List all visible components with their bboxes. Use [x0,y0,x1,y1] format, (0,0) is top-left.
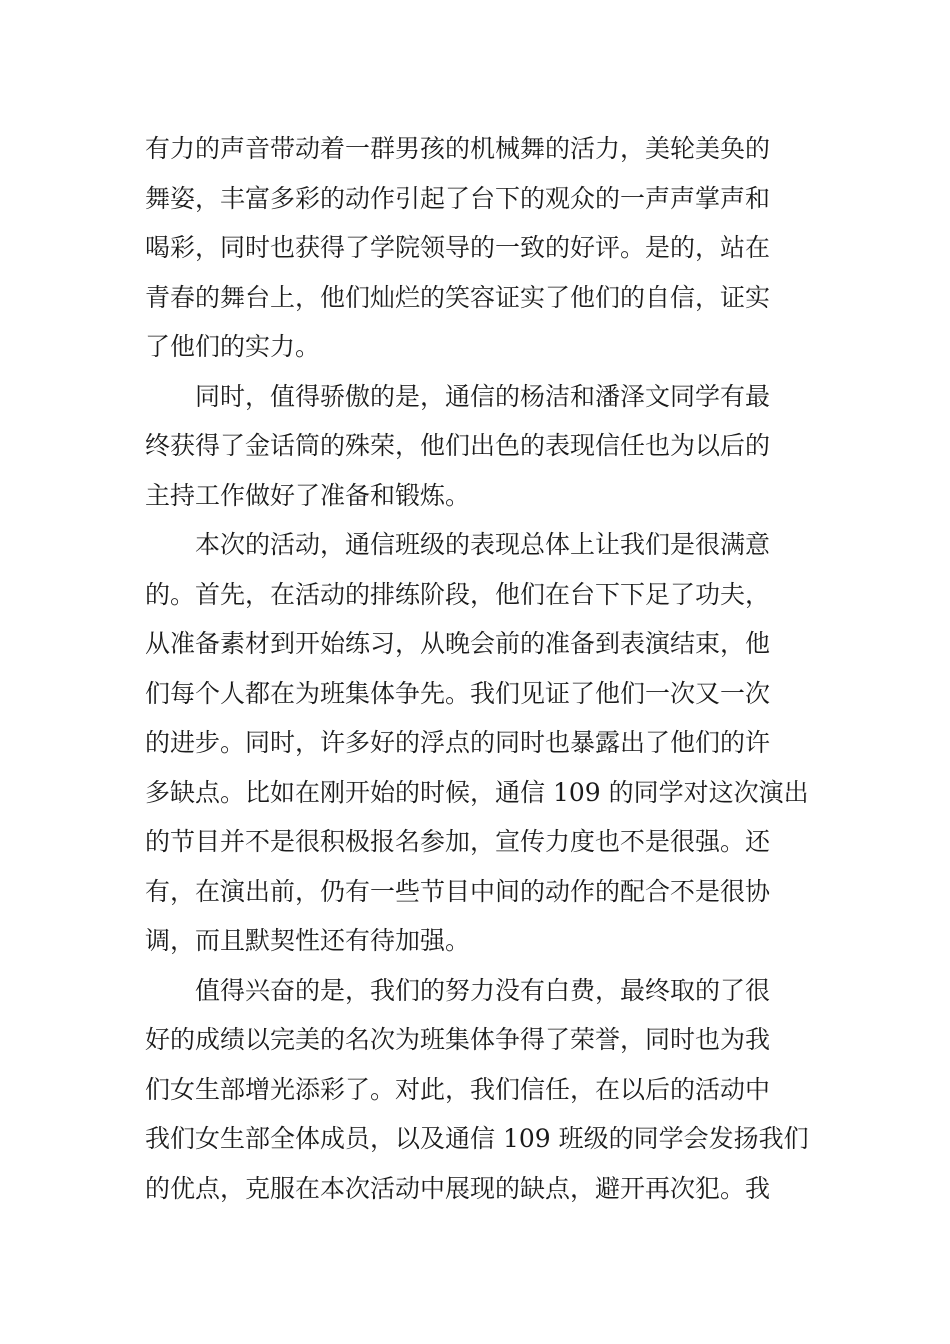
text-line: 的进步。同时，许多好的浮点的同时也暴露出了他们的许 [145,728,771,757]
text-line: 多缺点。比如在刚开始的时候，通信 109 的同学对这次演出 [145,777,809,807]
text-line: 的。首先，在活动的排练阶段，他们在台下下足了功夫， [145,579,771,609]
text-line: 的优点，克服在本次活动中展现的缺点，避开再次犯。我 [145,1173,771,1203]
text-line: 有力的声音带动着一群男孩的机械舞的活力，美轮美奂的 [145,134,771,163]
paragraph [145,966,815,1214]
text-line: 青春的舞台上，他们灿烂的笑容证实了他们的自信，证实 [145,282,771,312]
text-line: 了他们的实力。 [145,332,321,361]
text-line: 从准备素材到开始练习，从晚会前的准备到表演结束，他 [145,629,771,658]
text-line: 们每个人都在为班集体争先。我们见证了他们一次又一次 [145,678,771,708]
text-line: 主持工作做好了准备和锻炼。 [145,480,471,510]
text-line: 有，在演出前，仍有一些节目中间的动作的配合不是很协 [145,876,771,906]
text-line: 终获得了金话筒的殊荣，他们出色的表现信任也为以后的 [145,431,771,460]
paragraph [145,372,815,521]
text-line: 本次的活动，通信班级的表现总体上让我们是很满意 [195,530,771,559]
text-line: 们女生部增光添彩了。对此，我们信任，在以后的活动中 [145,1074,771,1104]
text-line: 值得兴奋的是，我们的努力没有白费，最终取的了很 [195,975,771,1005]
text-line: 同时，值得骄傲的是，通信的杨洁和潘泽文同学有最 [195,381,771,411]
paragraph [145,124,815,372]
text-line: 的节目并不是很积极报名参加，宣传力度也不是很强。还 [145,827,771,856]
document-body [145,124,815,1213]
text-line: 好的成绩以完美的名次为班集体争得了荣誉，同时也为我 [145,1025,771,1054]
text-line: 喝彩，同时也获得了学院领导的一致的好评。是的，站在 [145,233,771,262]
text-line: 我们女生部全体成员，以及通信 109 班级的同学会发扬我们 [145,1124,809,1153]
text-line: 调，而且默契性还有待加强。 [145,926,471,955]
paragraph [145,520,815,966]
text-line: 舞姿，丰富多彩的动作引起了台下的观众的一声声掌声和 [145,183,771,213]
